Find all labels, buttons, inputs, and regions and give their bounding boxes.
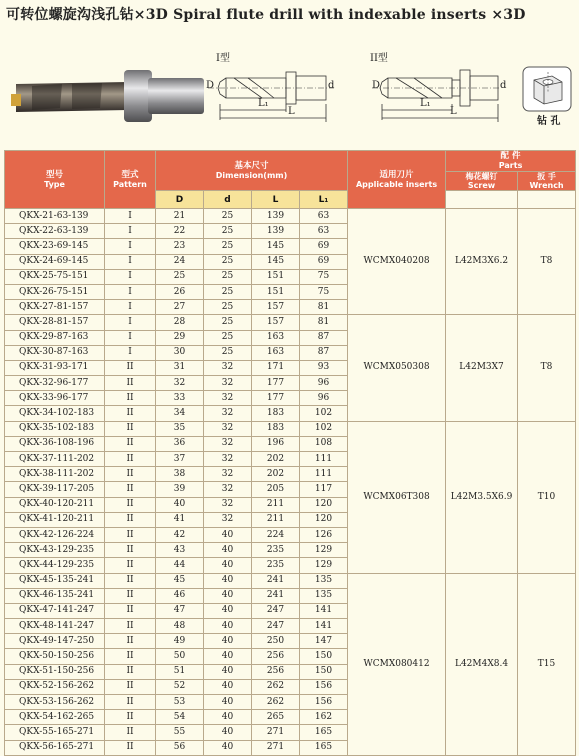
cell-D: 34: [156, 406, 204, 421]
cell-screw: L42M3.5X6.9: [446, 421, 518, 573]
cell-L1: 93: [300, 360, 348, 375]
cell-type: QKX-30-87-163: [5, 345, 105, 360]
cell-L1: 150: [300, 649, 348, 664]
cell-L1: 165: [300, 725, 348, 740]
header-col-D: D: [156, 191, 204, 209]
spec-table: [4, 150, 576, 756]
cell-D: 36: [156, 436, 204, 451]
cell-L: 235: [252, 543, 300, 558]
cell-wrench: T8: [518, 209, 576, 315]
cell-wrench: T15: [518, 573, 576, 755]
cell-L: 224: [252, 527, 300, 542]
cell-pattern: II: [105, 603, 156, 618]
cell-type: QKX-56-165-271: [5, 740, 105, 755]
cell-type: QKX-36-108-196: [5, 436, 105, 451]
cell-L: 177: [252, 391, 300, 406]
cell-type: QKX-38-111-202: [5, 467, 105, 482]
cell-d: 25: [204, 269, 252, 284]
cell-L1: 141: [300, 619, 348, 634]
header-wrench-spacer: [518, 191, 576, 209]
cell-type: QKX-47-141-247: [5, 603, 105, 618]
cell-L1: 96: [300, 391, 348, 406]
cell-d: 40: [204, 527, 252, 542]
cell-L: 171: [252, 360, 300, 375]
cell-pattern: I: [105, 239, 156, 254]
cell-d: 32: [204, 467, 252, 482]
dim-d-label: D: [206, 80, 215, 91]
cell-L1: 111: [300, 452, 348, 467]
cell-D: 26: [156, 284, 204, 299]
page-title: 可转位螺旋沟浅孔钻×3D Spiral flute drill with indexable inserts ×3D: [6, 7, 526, 23]
cell-d: 32: [204, 376, 252, 391]
cell-type: QKX-42-126-224: [5, 527, 105, 542]
cell-type: QKX-39-117-205: [5, 482, 105, 497]
cell-pattern: II: [105, 421, 156, 436]
cell-D: 32: [156, 376, 204, 391]
cell-type: QKX-29-87-163: [5, 330, 105, 345]
cell-L1: 126: [300, 527, 348, 542]
cell-d: 25: [204, 254, 252, 269]
cell-D: 30: [156, 345, 204, 360]
header-type: 型号 Type: [5, 151, 105, 209]
cell-L: 205: [252, 482, 300, 497]
cell-L: 265: [252, 710, 300, 725]
cell-type: QKX-31-93-171: [5, 360, 105, 375]
drill-photo: [2, 48, 207, 138]
cell-L1: 63: [300, 209, 348, 224]
cell-pattern: II: [105, 619, 156, 634]
cell-d: 32: [204, 452, 252, 467]
cell-type: QKX-28-81-157: [5, 315, 105, 330]
cell-D: 43: [156, 543, 204, 558]
cell-type: QKX-52-156-262: [5, 679, 105, 694]
cell-L1: 147: [300, 634, 348, 649]
cell-pattern: I: [105, 254, 156, 269]
cell-L: 157: [252, 315, 300, 330]
cell-D: 41: [156, 512, 204, 527]
cell-type: QKX-32-96-177: [5, 376, 105, 391]
cell-L: 247: [252, 619, 300, 634]
cell-pattern: II: [105, 452, 156, 467]
cell-D: 23: [156, 239, 204, 254]
cell-L1: 87: [300, 345, 348, 360]
cell-pattern: II: [105, 512, 156, 527]
cell-pattern: I: [105, 345, 156, 360]
cell-pattern: II: [105, 360, 156, 375]
cell-d: 40: [204, 603, 252, 618]
cell-D: 22: [156, 224, 204, 239]
cell-L1: 129: [300, 543, 348, 558]
drill-hole-icon: [522, 66, 572, 112]
header-screw-spacer: [446, 191, 518, 209]
cell-L: 271: [252, 740, 300, 755]
cell-d: 25: [204, 330, 252, 345]
cell-type: QKX-21-63-139: [5, 209, 105, 224]
cell-d: 32: [204, 360, 252, 375]
cell-L1: 87: [300, 330, 348, 345]
cell-wrench: T10: [518, 421, 576, 573]
cell-D: 29: [156, 330, 204, 345]
table-row: [5, 209, 576, 224]
cell-D: 47: [156, 603, 204, 618]
cell-L1: 120: [300, 512, 348, 527]
cell-d: 25: [204, 209, 252, 224]
cell-D: 50: [156, 649, 204, 664]
cell-d: 25: [204, 284, 252, 299]
cell-pattern: II: [105, 376, 156, 391]
cell-L: 241: [252, 588, 300, 603]
cell-D: 33: [156, 391, 204, 406]
cell-pattern: II: [105, 406, 156, 421]
cell-d: 40: [204, 740, 252, 755]
cell-d: 32: [204, 482, 252, 497]
illustration-area: [0, 28, 579, 150]
cell-D: 48: [156, 619, 204, 634]
dim-l-label-ii: L: [450, 106, 457, 117]
cell-D: 24: [156, 254, 204, 269]
cell-L1: 120: [300, 497, 348, 512]
cell-type: QKX-44-129-235: [5, 558, 105, 573]
cell-L: 139: [252, 224, 300, 239]
dim-l1-label: L₁: [258, 98, 269, 109]
cell-L: 196: [252, 436, 300, 451]
cell-d: 40: [204, 695, 252, 710]
cell-L: 271: [252, 725, 300, 740]
cell-d: 40: [204, 634, 252, 649]
cell-type: QKX-35-102-183: [5, 421, 105, 436]
cell-pattern: I: [105, 330, 156, 345]
table-row: [5, 421, 576, 436]
cell-screw: L42M3X6.2: [446, 209, 518, 315]
cell-L1: 81: [300, 315, 348, 330]
cell-L1: 129: [300, 558, 348, 573]
cell-pattern: II: [105, 740, 156, 755]
cell-L1: 102: [300, 406, 348, 421]
cell-pattern: I: [105, 300, 156, 315]
cell-insert: WCMX06T308: [348, 421, 446, 573]
type-ii-label: II型: [370, 53, 388, 64]
cell-D: 25: [156, 269, 204, 284]
cell-d: 25: [204, 315, 252, 330]
cell-type: QKX-43-129-235: [5, 543, 105, 558]
cell-L1: 117: [300, 482, 348, 497]
cell-d: 32: [204, 406, 252, 421]
cell-D: 40: [156, 497, 204, 512]
cell-L: 256: [252, 649, 300, 664]
cell-pattern: II: [105, 588, 156, 603]
cell-L1: 162: [300, 710, 348, 725]
cell-L: 151: [252, 284, 300, 299]
header-pattern: 型式 Pattern: [105, 151, 156, 209]
cell-wrench: T8: [518, 315, 576, 421]
cell-D: 54: [156, 710, 204, 725]
cell-L1: 75: [300, 284, 348, 299]
cell-L1: 156: [300, 695, 348, 710]
cell-pattern: I: [105, 209, 156, 224]
cell-type: QKX-26-75-151: [5, 284, 105, 299]
cell-d: 32: [204, 436, 252, 451]
dim-l-label: L: [288, 106, 295, 117]
cell-d: 25: [204, 224, 252, 239]
cell-L: 163: [252, 330, 300, 345]
cell-type: QKX-37-111-202: [5, 452, 105, 467]
cell-type: QKX-34-102-183: [5, 406, 105, 421]
cell-insert: WCMX050308: [348, 315, 446, 421]
cell-D: 42: [156, 527, 204, 542]
cell-D: 31: [156, 360, 204, 375]
header-wrench: 扳 手 Wrench: [518, 172, 576, 191]
cell-L: 145: [252, 239, 300, 254]
cell-d: 40: [204, 543, 252, 558]
cell-L: 262: [252, 695, 300, 710]
cell-pattern: II: [105, 497, 156, 512]
dim-d-label-ii: D: [372, 80, 381, 91]
cell-pattern: II: [105, 467, 156, 482]
cell-type: QKX-54-162-265: [5, 710, 105, 725]
cell-D: 37: [156, 452, 204, 467]
cell-pattern: II: [105, 482, 156, 497]
header-col-L1: L₁: [300, 191, 348, 209]
cell-pattern: II: [105, 679, 156, 694]
cell-L: 211: [252, 497, 300, 512]
cell-L1: 111: [300, 467, 348, 482]
cell-d: 25: [204, 300, 252, 315]
cell-d: 40: [204, 558, 252, 573]
cell-L1: 135: [300, 573, 348, 588]
type-ii-drawing: [372, 64, 502, 126]
header-col-d: d: [204, 191, 252, 209]
cell-pattern: II: [105, 543, 156, 558]
cell-type: QKX-55-165-271: [5, 725, 105, 740]
cell-D: 35: [156, 421, 204, 436]
cell-D: 52: [156, 679, 204, 694]
cell-type: QKX-45-135-241: [5, 573, 105, 588]
cell-type: QKX-27-81-157: [5, 300, 105, 315]
cell-pattern: I: [105, 224, 156, 239]
cell-type: QKX-23-69-145: [5, 239, 105, 254]
cell-L: 145: [252, 254, 300, 269]
cell-L: 139: [252, 209, 300, 224]
dim-l1-label-ii: L₁: [420, 98, 431, 109]
cell-insert: WCMX040208: [348, 209, 446, 315]
cell-type: QKX-22-63-139: [5, 224, 105, 239]
cell-D: 27: [156, 300, 204, 315]
cell-D: 39: [156, 482, 204, 497]
cell-L1: 135: [300, 588, 348, 603]
dim-small-d-label-ii: d: [500, 80, 507, 91]
cell-type: QKX-25-75-151: [5, 269, 105, 284]
cell-d: 40: [204, 649, 252, 664]
cell-type: QKX-46-135-241: [5, 588, 105, 603]
cell-d: 32: [204, 512, 252, 527]
cell-pattern: II: [105, 558, 156, 573]
cell-d: 40: [204, 664, 252, 679]
cell-pattern: II: [105, 634, 156, 649]
cell-pattern: II: [105, 391, 156, 406]
cell-pattern: II: [105, 573, 156, 588]
cell-d: 40: [204, 573, 252, 588]
cell-type: QKX-33-96-177: [5, 391, 105, 406]
cell-D: 44: [156, 558, 204, 573]
cell-pattern: II: [105, 710, 156, 725]
cell-D: 28: [156, 315, 204, 330]
cell-L: 151: [252, 269, 300, 284]
cell-D: 51: [156, 664, 204, 679]
header-screw: 梅花螺钉 Screw: [446, 172, 518, 191]
header-col-L: L: [252, 191, 300, 209]
cell-pattern: II: [105, 695, 156, 710]
cell-type: QKX-53-156-262: [5, 695, 105, 710]
cell-L: 183: [252, 406, 300, 421]
cell-D: 56: [156, 740, 204, 755]
cell-type: QKX-41-120-211: [5, 512, 105, 527]
cell-L: 256: [252, 664, 300, 679]
cell-pattern: I: [105, 269, 156, 284]
cell-L1: 156: [300, 679, 348, 694]
cell-d: 32: [204, 391, 252, 406]
cell-d: 40: [204, 725, 252, 740]
cell-L1: 102: [300, 421, 348, 436]
cell-d: 25: [204, 239, 252, 254]
cell-D: 55: [156, 725, 204, 740]
cell-L1: 141: [300, 603, 348, 618]
dim-small-d-label: d: [328, 80, 335, 91]
cell-D: 46: [156, 588, 204, 603]
cell-d: 40: [204, 588, 252, 603]
table-row: [5, 573, 576, 588]
cell-D: 45: [156, 573, 204, 588]
type-i-label: I型: [216, 53, 230, 64]
cell-L: 177: [252, 376, 300, 391]
cell-d: 40: [204, 619, 252, 634]
cell-type: QKX-51-150-256: [5, 664, 105, 679]
cell-L: 250: [252, 634, 300, 649]
cell-L1: 165: [300, 740, 348, 755]
cell-type: QKX-40-120-211: [5, 497, 105, 512]
cell-L1: 81: [300, 300, 348, 315]
header-parts: 配 件 Parts: [446, 151, 576, 172]
cell-L: 211: [252, 512, 300, 527]
drill-hole-label: 钻 孔: [537, 116, 561, 127]
cell-type: QKX-50-150-256: [5, 649, 105, 664]
cell-type: QKX-48-141-247: [5, 619, 105, 634]
header-dimension: 基本尺寸 Dimension(mm): [156, 151, 348, 191]
cell-L1: 150: [300, 664, 348, 679]
cell-D: 49: [156, 634, 204, 649]
cell-D: 53: [156, 695, 204, 710]
cell-L1: 96: [300, 376, 348, 391]
cell-L1: 63: [300, 224, 348, 239]
cell-L: 157: [252, 300, 300, 315]
cell-d: 40: [204, 679, 252, 694]
cell-type: QKX-49-147-250: [5, 634, 105, 649]
cell-d: 25: [204, 345, 252, 360]
cell-L1: 75: [300, 269, 348, 284]
cell-L: 241: [252, 573, 300, 588]
cell-L: 183: [252, 421, 300, 436]
cell-pattern: I: [105, 284, 156, 299]
cell-screw: L42M3X7: [446, 315, 518, 421]
cell-L: 235: [252, 558, 300, 573]
cell-pattern: II: [105, 649, 156, 664]
cell-pattern: II: [105, 527, 156, 542]
cell-L: 202: [252, 452, 300, 467]
cell-L: 247: [252, 603, 300, 618]
cell-pattern: II: [105, 725, 156, 740]
cell-d: 40: [204, 710, 252, 725]
cell-screw: L42M4X8.4: [446, 573, 518, 755]
cell-L: 163: [252, 345, 300, 360]
cell-pattern: I: [105, 315, 156, 330]
cell-L: 202: [252, 467, 300, 482]
header-inserts: 适用刀片 Applicable inserts: [348, 151, 446, 209]
cell-L1: 69: [300, 239, 348, 254]
cell-L1: 108: [300, 436, 348, 451]
cell-d: 32: [204, 421, 252, 436]
cell-D: 38: [156, 467, 204, 482]
cell-D: 21: [156, 209, 204, 224]
cell-pattern: II: [105, 664, 156, 679]
cell-L: 262: [252, 679, 300, 694]
cell-d: 32: [204, 497, 252, 512]
type-i-drawing: [208, 64, 336, 126]
cell-type: QKX-24-69-145: [5, 254, 105, 269]
cell-pattern: II: [105, 436, 156, 451]
cell-L1: 69: [300, 254, 348, 269]
cell-insert: WCMX080412: [348, 573, 446, 755]
table-row: [5, 315, 576, 330]
table-body: [5, 209, 576, 756]
